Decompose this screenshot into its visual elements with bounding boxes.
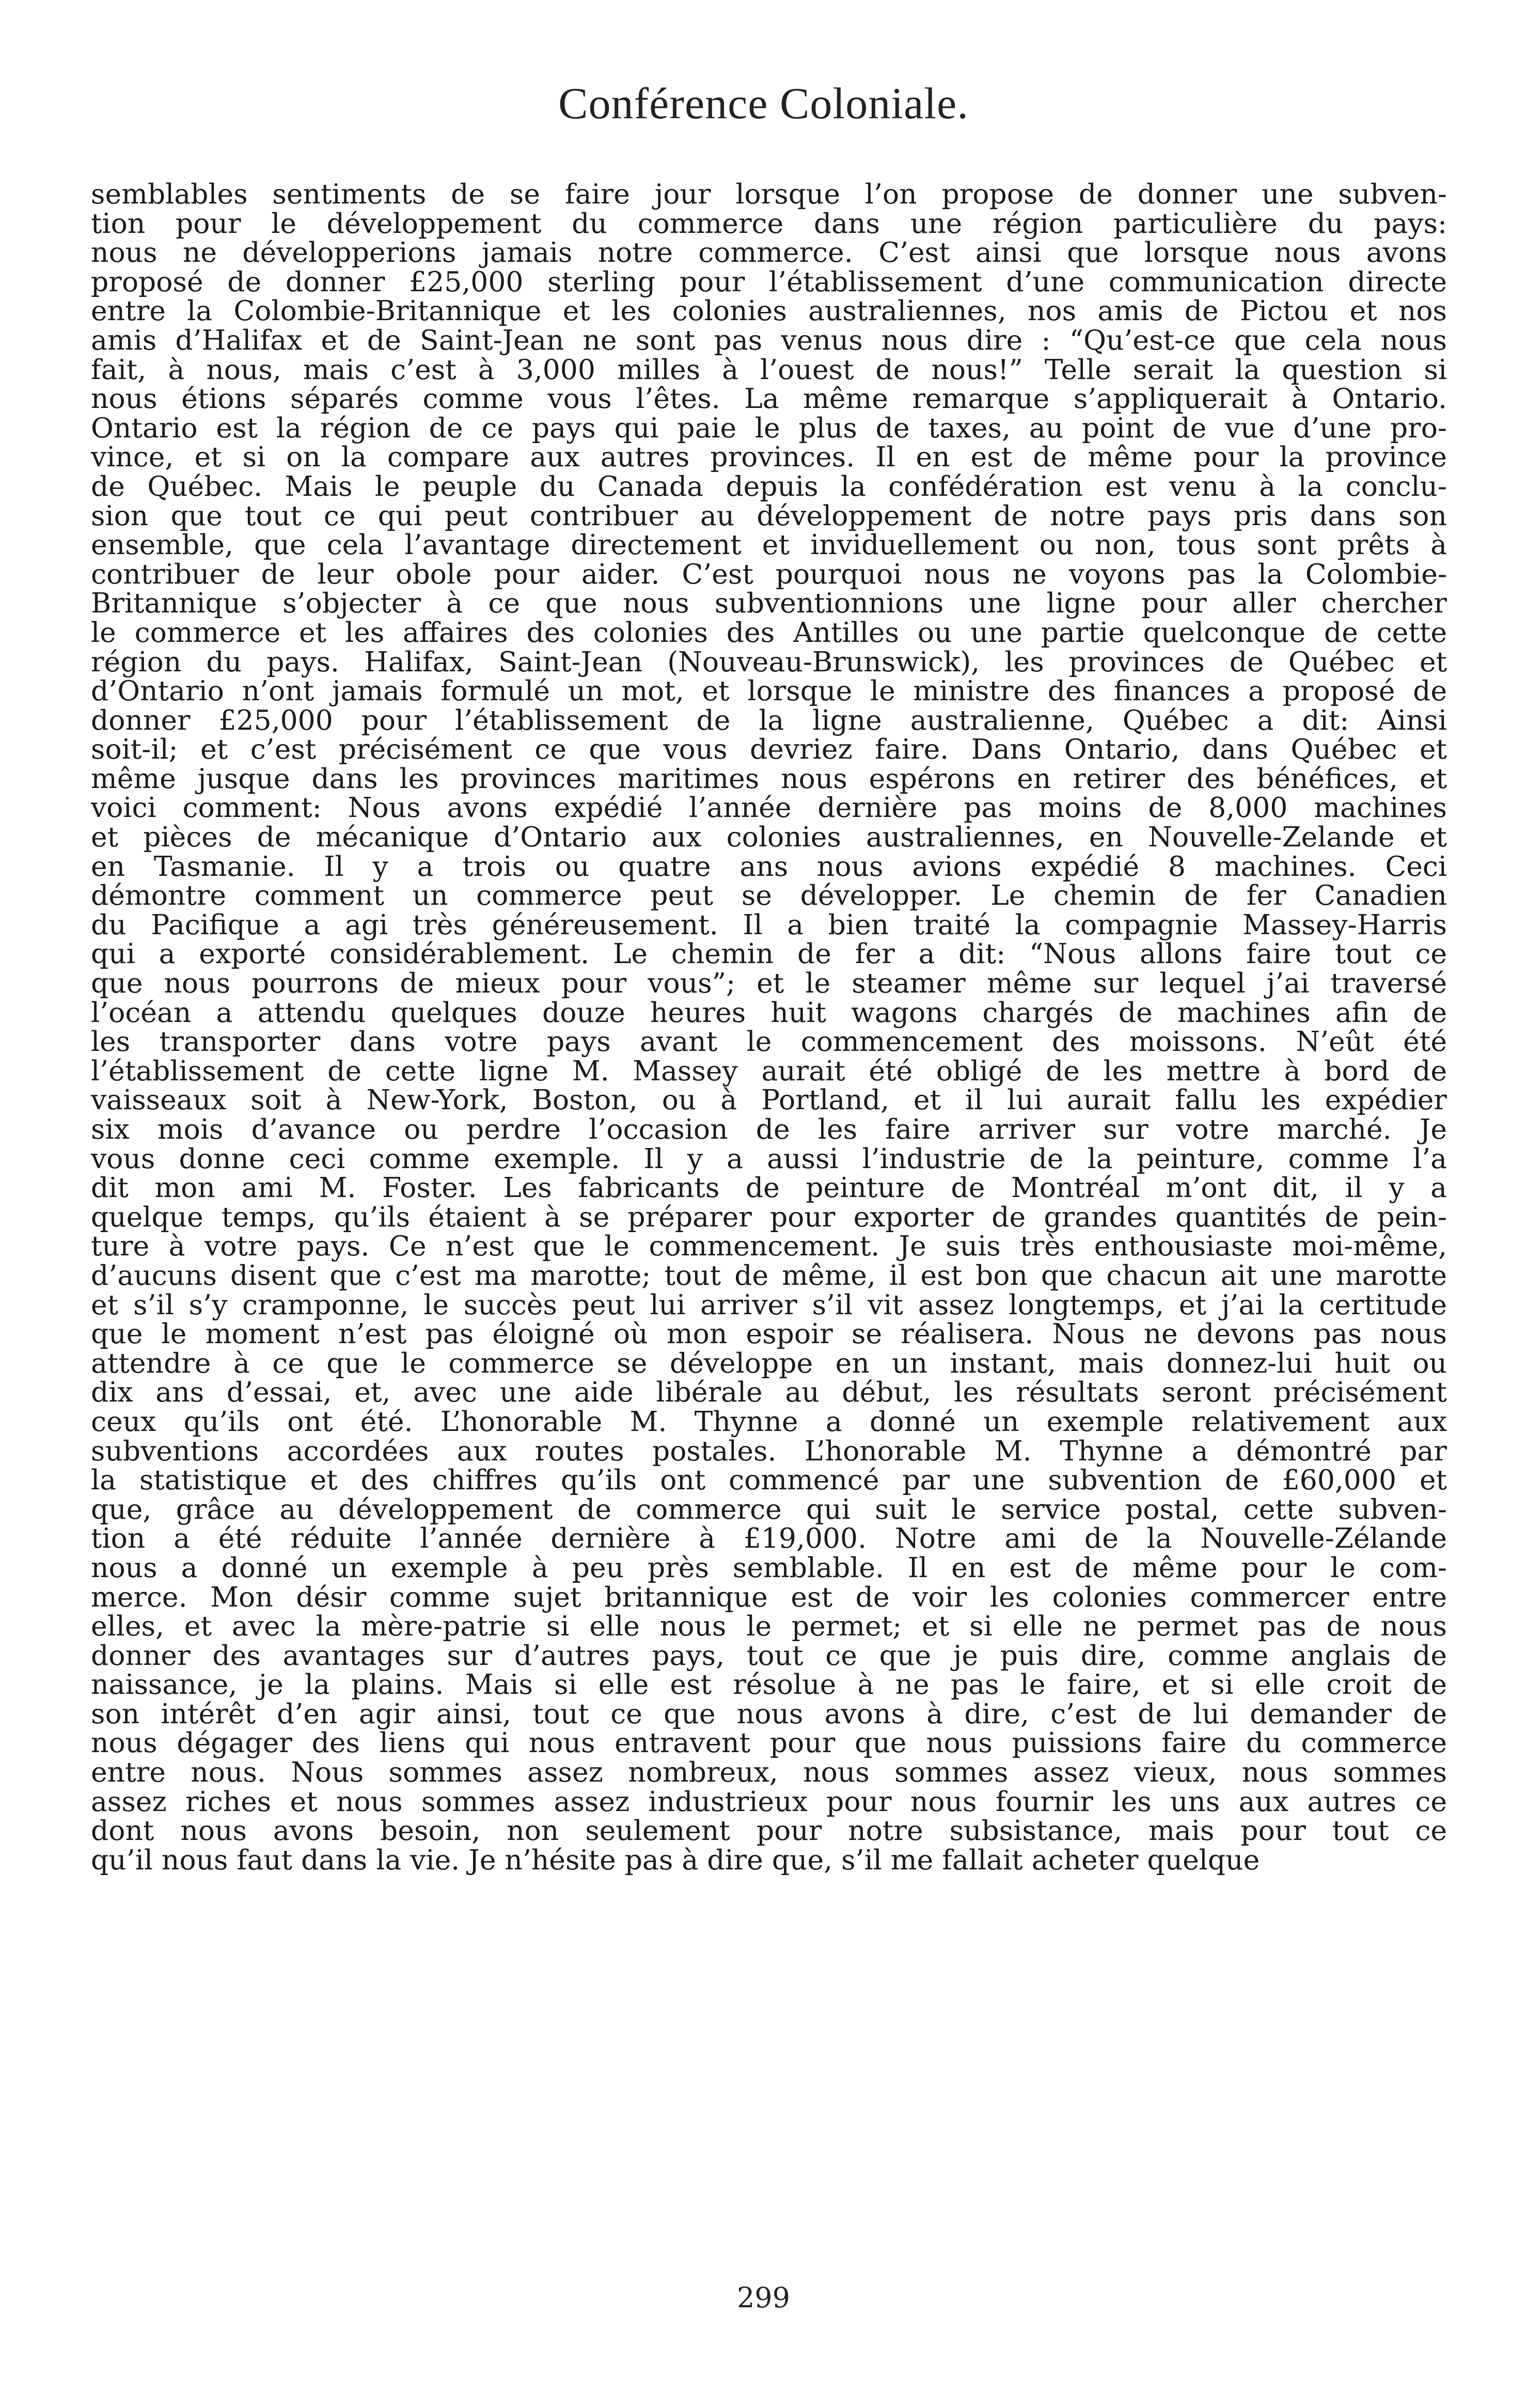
text-line: amis d’Halifax et de Saint-Jean ne sont pas venus nous dire : “Qu’est-ce que cela nous [91, 323, 1447, 356]
text-line: tion pour le développement du commerce dans une région particulière du pays: [91, 207, 1447, 240]
text-line: les transporter dans votre pays avant le commencement des moissons. N’eût été [91, 1025, 1447, 1058]
text-line: vous donne ceci comme exemple. Il y a aussi l’industrie de la peinture, comme l’a [91, 1142, 1447, 1175]
text-line: qu’il nous faut dans la vie. Je n’hésite pas à dire que, s’il me fallait acheter quelque [91, 1843, 1260, 1876]
text-line: et s’il s’y cramponne, le succès peut lui arriver s’il vit assez longtemps, et j’ai la certitude [91, 1288, 1447, 1321]
text-line: dit mon ami M. Foster. Les fabricants de peinture de Montréal m’ont dit, il y a [91, 1171, 1447, 1204]
text-line: dix ans d’essai, et, avec une aide libérale au début, les résultats seront précisément [91, 1376, 1447, 1409]
text-line: l’établissement de cette ligne M. Massey aurait été obligé de les mettre à bord de [91, 1054, 1447, 1087]
text-line: du Pacifique a agi très généreusement. Il a bien traité la compagnie Massey-Harris [91, 908, 1447, 941]
text-line: merce. Mon désir comme sujet britannique est de voir les colonies commercer entre [91, 1580, 1447, 1613]
text-line: région du pays. Halifax, Saint-Jean (Nouveau-Brunswick), les provinces de Québec et [91, 645, 1447, 678]
text-line: d’aucuns disent que c’est ma marotte; tout de même, il est bon que chacun ait une marotte [91, 1258, 1447, 1292]
text-line: qui a exporté considérablement. Le chemin de fer a dit: “Nous allons faire tout ce [91, 937, 1447, 970]
text-line: nous ne développerions jamais notre commerce. C’est ainsi que lorsque nous avons [91, 236, 1447, 269]
text-line: ceux qu’ils ont été. L’honorable M. Thynne a donné un exemple relativement aux [91, 1405, 1447, 1438]
text-line: six mois d’avance ou perdre l’occasion de les faire arriver sur votre marché. Je [91, 1113, 1447, 1145]
text-line: vaisseaux soit à New-York, Boston, ou à Portland, et il lui aurait fallu les expédier [91, 1083, 1447, 1116]
text-line: que le moment n’est pas éloigné où mon espoir se réalisera. Nous ne devons pas nous [91, 1317, 1447, 1350]
text-line: fait, à nous, mais c’est à 3,000 milles à l’ouest de nous!” Telle serait la question si [91, 353, 1447, 386]
text-line: nous dégager des liens qui nous entravent pour que nous puissions faire du commerce [91, 1726, 1447, 1759]
text-line: même jusque dans les provinces maritimes nous espérons en retirer des bénéfices, et [91, 762, 1447, 795]
text-line: nous a donné un exemple à peu près semblable. Il en est de même pour le com- [91, 1551, 1447, 1584]
text-line: contribuer de leur obole pour aider. C’est pourquoi nous ne voyons pas la Colombie- [91, 557, 1447, 590]
text-line: entre la Colombie-Britannique et les colonies australiennes, nos amis de Pictou et nos [91, 294, 1447, 327]
text-line: l’océan a attendu quelques douze heures huit wagons chargés de machines afin de [91, 996, 1447, 1029]
text-line: proposé de donner £25,000 sterling pour l’établissement d’une communication directe [91, 265, 1447, 298]
text-line: la statistique et des chiffres qu’ils ont commencé par une subvention de £60,000 et [91, 1463, 1447, 1497]
body-paragraph [91, 180, 1447, 1875]
text-line: ensemble, que cela l’avantage directement et inviduellement ou non, tous sont prêts à [91, 528, 1447, 561]
text-line: Britannique s’objecter à ce que nous subventionnions une ligne pour aller chercher [91, 587, 1447, 620]
text-line: d’Ontario n’ont jamais formulé un mot, et lorsque le ministre des finances a proposé de [91, 674, 1447, 707]
text-line: et pièces de mécanique d’Ontario aux colonies australiennes, en Nouvelle-Zelande et [91, 821, 1447, 854]
page-number: 299 [736, 2281, 791, 2314]
text-line: assez riches et nous sommes assez industrieux pour nous fournir les uns aux autres ce [91, 1785, 1447, 1818]
text-line: subventions accordées aux routes postales. L’honorable M. Thynne a démontré par [91, 1434, 1447, 1467]
text-line: quelque temps, qu’ils étaient à se préparer pour exporter de grandes quantités de pein- [91, 1200, 1447, 1233]
text-line: en Tasmanie. Il y a trois ou quatre ans nous avions expédié 8 machines. Ceci [91, 849, 1447, 883]
text-line: Ontario est la région de ce pays qui paie le plus de taxes, au point de vue d’une pro- [91, 411, 1447, 444]
text-line: donner des avantages sur d’autres pays, tout ce que je puis dire, comme anglais de [91, 1639, 1447, 1672]
text-line: sion que tout ce qui peut contribuer au développement de notre pays pris dans son [91, 499, 1447, 532]
text-line: donner £25,000 pour l’établissement de la ligne australienne, Québec a dit: Ainsi [91, 703, 1447, 736]
text-line: que nous pourrons de mieux pour vous”; et le steamer même sur lequel j’ai traversé [91, 967, 1447, 1000]
text-line: tion a été réduite l’année dernière à £19,000. Notre ami de la Nouvelle-Zélande [91, 1522, 1447, 1555]
text-line: que, grâce au développement de commerce qui suit le service postal, cette subven- [91, 1492, 1447, 1525]
text-line: attendre à ce que le commerce se développe en un instant, mais donnez-lui huit ou [91, 1346, 1447, 1379]
text-line: son intérêt d’en agir ainsi, tout ce que nous avons à dire, c’est de lui demander de [91, 1697, 1447, 1730]
text-line: ture à votre pays. Ce n’est que le commencement. Je suis très enthousiaste moi-même, [91, 1230, 1447, 1263]
text-line: dont nous avons besoin, non seulement pour notre subsistance, mais pour tout ce [91, 1814, 1447, 1847]
running-title: Conférence Coloniale. [558, 78, 969, 128]
text-line: elles, et avec la mère-patrie si elle nous le permet; et si elle ne permet pas de nous [91, 1610, 1447, 1643]
text-line: vince, et si on la compare aux autres provinces. Il en est de même pour la province [91, 440, 1447, 474]
text-line: naissance, je la plains. Mais si elle est résolue à ne pas le faire, et si elle croit de [91, 1668, 1447, 1701]
text-line: le commerce et les affaires des colonies des Antilles ou une partie quelconque de cette [91, 616, 1447, 649]
text-line: démontre comment un commerce peut se développer. Le chemin de fer Canadien [91, 879, 1447, 912]
text-line: entre nous. Nous sommes assez nombreux, nous sommes assez vieux, nous sommes [91, 1756, 1447, 1789]
text-line: voici comment: Nous avons expédié l’année dernière pas moins de 8,000 machines [91, 791, 1447, 824]
text-line: de Québec. Mais le peuple du Canada depuis la confédération est venu à la conclu- [91, 469, 1447, 502]
text-line: semblables sentiments de se faire jour lorsque l’on propose de donner une subven- [91, 178, 1447, 210]
text-line: soit-il; et c’est précisément ce que vous devriez faire. Dans Ontario, dans Québec et [91, 733, 1447, 766]
text-line: nous étions séparés comme vous l’êtes. La même remarque s’appliquerait à Ontario. [91, 382, 1447, 415]
